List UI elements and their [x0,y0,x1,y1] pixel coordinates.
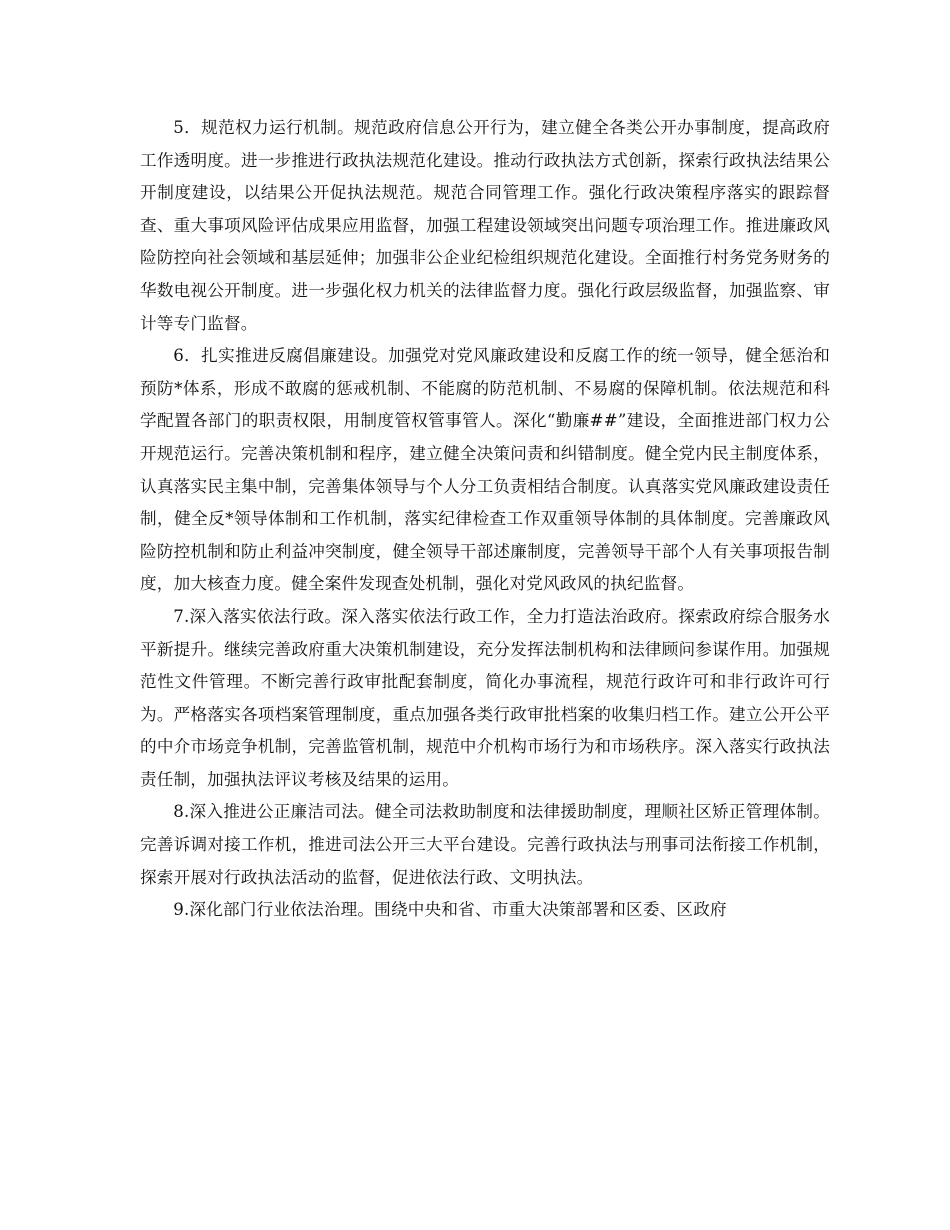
document-body [140,112,830,927]
paragraph-9: 9.深化部门行业依法治理。围绕中央和省、市重大决策部署和区委、区政府 [173,900,727,920]
paragraph-5: 5．规范权力运行机制。规范政府信息公开行为，建立健全各类公开办事制度，提高政府工作透明度。进一步推进行政执法规范化建设。推动行政执法方式创新，探索行政执法结果公开制度建设，以结果公开促执法规范。规范合同管理工作。强化行政决策程序落实的跟踪督查、重大事项风险评估成果应用监督，加强工程建设领域突出问题专项治理工作。推进廉政风险防控向社会领域和基层延伸；加强非公企业纪检组织规范化建设。全面推行村务党务财务的华数电视公开制度。进一步强化权力机关的法律监督力度。强化行政层级监督，加强监察、审计等专门监督。 [140,118,830,333]
paragraph-7: 7.深入落实依法行政。深入落实依法行政工作，全力打造法治政府。探索政府综合服务水平新提升。继续完善政府重大决策机制建设，充分发挥法制机构和法律顾问参谋作用。加强规范性文件管理。不断完善行政审批配套制度，简化办事流程，规范行政许可和非行政许可行为。严格落实各项档案管理制度，重点加强各类行政审批档案的收集归档工作。建立公开公平的中介市场竞争机制，完善监管机制，规范中介机构市场行为和市场秩序。深入落实行政执法责任制，加强执法评议考核及结果的运用。 [140,606,830,789]
paragraph-6: 6．扎实推进反腐倡廉建设。加强党对党风廉政建设和反腐工作的统一领导，健全惩治和预防*体系，形成不敢腐的惩戒机制、不能腐的防范机制、不易腐的保障机制。依法规范和科学配置各部门的职责权限，用制度管权管事管人。深化“勤廉##”建设，全面推进部门权力公开规范运行。完善决策机制和程序，建立健全决策问责和纠错制度。健全党内民主制度体系，认真落实民主集中制，完善集体领导与个人分工负责相结合制度。认真落实党风廉政建设责任制，健全反*领导体制和工作机制，落实纪律检查工作双重领导体制的具体制度。完善廉政风险防控机制和防止利益冲突制度，健全领导干部述廉制度，完善领导干部个人有关事项报告制度，加大核查力度。健全案件发现查处机制，强化对党风政风的执纪监督。 [140,346,830,594]
paragraph-8: 8.深入推进公正廉洁司法。健全司法救助制度和法律援助制度，理顺社区矫正管理体制。完善诉调对接工作机，推进司法公开三大平台建设。完善行政执法与刑事司法衔接工作机制，探索开展对行政执法活动的监督，促进依法行政、文明执法。 [140,802,830,887]
